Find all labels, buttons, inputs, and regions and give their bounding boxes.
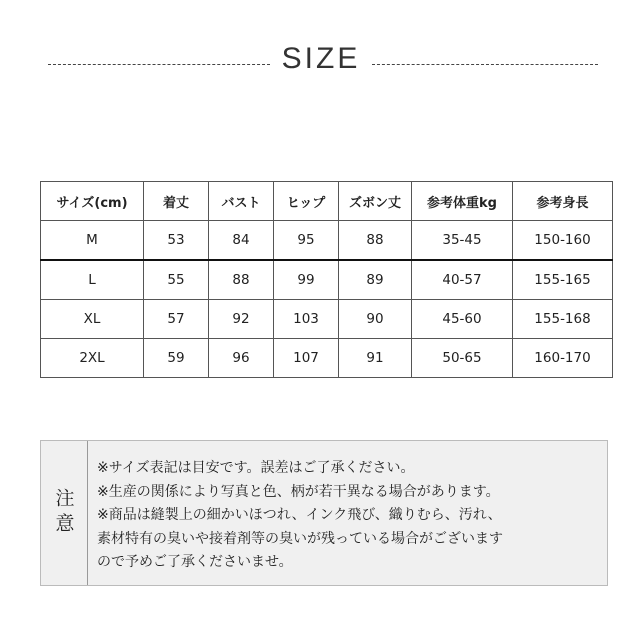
notice-text: [97, 457, 599, 575]
cell-weight: 45-60: [412, 300, 513, 339]
notice-line: ※生産の関係により写真と色、柄が若干異なる場合があります。: [97, 483, 500, 500]
header-pants-length: ズボン丈: [339, 182, 412, 221]
cell-bust: 88: [209, 260, 274, 300]
cell-hip: 107: [274, 339, 339, 378]
title-divider-left: [48, 64, 270, 65]
cell-length: 59: [144, 339, 209, 378]
header-size: サイズ(cm): [41, 182, 144, 221]
cell-length: 53: [144, 221, 209, 261]
header-weight: 参考体重kg: [412, 182, 513, 221]
cell-length: 55: [144, 260, 209, 300]
cell-size: XL: [41, 300, 144, 339]
cell-weight: 50-65: [412, 339, 513, 378]
table-row: [41, 339, 613, 378]
cell-pants-length: 91: [339, 339, 412, 378]
title-row: [0, 40, 640, 90]
table-row: [41, 221, 613, 261]
header-bust: バスト: [209, 182, 274, 221]
cell-height: 155-165: [513, 260, 613, 300]
cell-height: 160-170: [513, 339, 613, 378]
cell-bust: 84: [209, 221, 274, 261]
header-height: 参考身長: [513, 182, 613, 221]
notice-line: ので予めご了承くださいませ。: [97, 554, 293, 570]
notice-line: ※サイズ表記は目安です。誤差はご了承ください。: [97, 460, 415, 476]
table-header-row: [41, 182, 613, 221]
cell-height: 150-160: [513, 221, 613, 261]
notice-label-column: [41, 441, 88, 585]
cell-weight: 35-45: [412, 221, 513, 261]
cell-length: 57: [144, 300, 209, 339]
notice-box: [40, 440, 608, 586]
notice-label: 注意: [52, 488, 75, 538]
cell-weight: 40-57: [412, 260, 513, 300]
title-divider-right: [372, 64, 598, 65]
table-row: [41, 260, 613, 300]
header-length: 着丈: [144, 182, 209, 221]
header-hip: ヒップ: [274, 182, 339, 221]
cell-pants-length: 88: [339, 221, 412, 261]
cell-size: M: [41, 221, 144, 261]
cell-pants-length: 89: [339, 260, 412, 300]
size-table: [40, 181, 613, 378]
cell-height: 155-168: [513, 300, 613, 339]
table-row: [41, 300, 613, 339]
notice-line: ※商品は縫製上の細かいほつれ、インク飛び、織りむら、汚れ、: [97, 507, 502, 523]
cell-bust: 96: [209, 339, 274, 378]
cell-size: 2XL: [41, 339, 144, 378]
cell-hip: 95: [274, 221, 339, 261]
cell-bust: 92: [209, 300, 274, 339]
page-title: SIZE: [281, 42, 361, 75]
cell-hip: 99: [274, 260, 339, 300]
notice-line: 素材特有の臭いや接着剤等の臭いが残っている場合がございます: [97, 530, 503, 547]
cell-hip: 103: [274, 300, 339, 339]
cell-size: L: [41, 260, 144, 300]
cell-pants-length: 90: [339, 300, 412, 339]
